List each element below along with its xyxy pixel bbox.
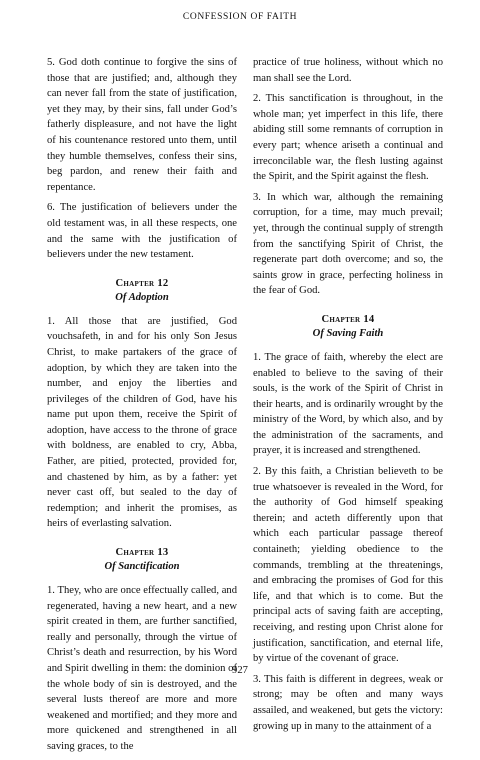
chapter-label: Chapter 14 [321, 313, 375, 325]
running-head: CONFESSION OF FAITH [182, 12, 298, 22]
chapter-label: Chapter 13 [115, 547, 169, 559]
chapter-heading [253, 313, 443, 341]
paragraph: 2. By this faith, a Christian believeth to be true whatsoever is revealed in the Word, for the authority of God himself speaking therein; and acteth differently upon that which each particular passage thereof containeth; yielding obedience to the commands, trembling at the threatenings, and embracing the promises of God for this life, and that which is to come. But the principal acts of saving faith are accepting, receiving, and resting upon Christ alone for justification, sanctification, and eternal life, by virtue of the covenant of grace. [253, 466, 443, 665]
paragraph: 3. In which war, although the remaining corruption, for a time, may much prevail; yet, through the continual supply of strength from the sanctifying Spirit of Christ, the regenerate part doth overcome; and so, the saints grow in grace, perfecting holiness in the fear of God. [253, 191, 443, 297]
paragraph: 1. The grace of faith, whereby the elect are enabled to believe to the saving of their souls, is the work of the Spirit of Christ in their hearts, and is ordinarily wrought by the ministry of the Word, by which also, and by the administration of the sacraments, and prayer, it is increased and strengthened. [253, 351, 443, 457]
paragraph: practice of true holiness, without which no man shall see the Lord. [253, 57, 443, 84]
chapter-heading [47, 546, 237, 574]
right-column [253, 55, 443, 739]
paragraph: 5. God doth continue to forgive the sins of those that are justified; and, although they can never fall from the state of justification, yet they may, by their sins, fall under God’s fatherly displeasure, and not have the light of his countenance restored unto them, until they humble themselves, confess their sins, beg pardon, and renew their faith and repentance. [47, 57, 237, 193]
left-column [47, 55, 237, 760]
paragraph: 2. This sanctification is throughout, in the whole man; yet imperfect in this life, there abiding still some remnants of corruption in every part; whence ariseth a continual and irreconcilable war, the flesh lusting against the Spirit, and the Spirit against the flesh. [253, 93, 443, 183]
chapter-title: Of Saving Faith [312, 327, 384, 339]
chapter-title: Of Adoption [115, 291, 169, 303]
chapter-label: Chapter 12 [115, 277, 169, 289]
paragraph: 1. They, who are once effectually called, and regenerated, having a new heart, and a new spirit created in them, are further sanctified, really and personally, through the virtue of Christ’s death and resurrection, by his Word and Spirit dwelling in them: the dominion of the whole body of sin is destroyed, and the several lusts thereof are more and more weakened and mortified; and they more and more quickened and strengthened in all saving graces, to the [47, 585, 237, 752]
paragraph: 1. All those that are justified, God vouchsafeth, in and for his only Son Jesus Christ, to make partakers of the grace of adoption, by which they are taken into the number, and enjoy the liberties and privileges of the children of God, have his name put upon them, receive the Spirit of adoption, have access to the throne of grace with boldness, are enabled to cry, Abba, Father, are pitied, protected, provided for, and chastened by him, as by a father: yet never cast off, but sealed to the day of redemption; and inherit the promises, as heirs of everlasting salvation. [47, 315, 237, 530]
paragraph: 6. The justification of believers under the old testament was, in all these respects, one and the same with the justification of believers under the new testament. [47, 202, 237, 261]
chapter-title: Of Sanctification [104, 561, 180, 573]
page-number: 927 [232, 665, 248, 676]
chapter-heading [47, 277, 237, 305]
paragraph: 3. This faith is different in degrees, weak or strong; may be often and many ways assailed, and weakened, but gets the victory: growing up in many to the attainment of a [253, 673, 443, 732]
